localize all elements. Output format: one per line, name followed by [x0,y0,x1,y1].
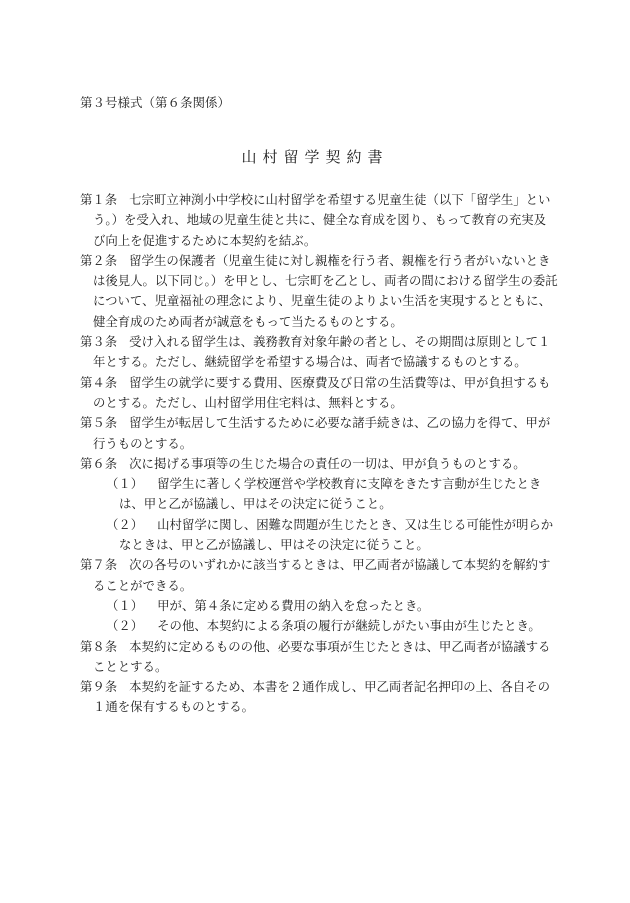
article-9 [80,677,558,718]
articles-list [80,190,558,718]
article-5 [80,413,558,454]
article-7 [80,555,558,596]
item-number: （１） [106,476,144,492]
article-number: 第９条 [80,679,118,695]
article-6 [80,454,558,474]
item-text: 山村留学に関し、困難な問題が生じたとき、又は生じる可能性が明らかなときは、甲と乙が協議し、甲はその決定に従うこと。 [119,516,554,553]
article-text: 受け入れる留学生は、義務教育対象年齢の者とし、その期間は原則として１年とする。ただし、継続留学を希望する場合は、両者で協議するものとする。 [93,334,551,370]
article-number: 第２条 [80,252,118,268]
article-number: 第４条 [80,374,118,390]
item-number: （１） [106,597,144,613]
article-6-item-2 [93,515,558,556]
article-4 [80,373,558,414]
article-number: 第６条 [80,455,118,471]
article-1 [80,190,558,251]
item-text: その他、本契約による条項の履行が継続しがたい事由が生じたとき。 [157,618,541,634]
article-text: 留学生の就学に要する費用、医療費及び日常の生活費等は、甲が負担するものとする。ただし、山村留学用住宅料は、無料とする。 [93,374,551,410]
document-title: 山村留学契約書 [241,148,389,166]
article-text: 次の各号のいずれかに該当するときは、甲乙両者が協議して本契約を解約することができる。 [93,557,551,593]
article-text: 留学生が転居して生活するために必要な諸手続きは、乙の協力を得て、甲が行うものとする。 [93,415,551,451]
article-6-item-1 [93,474,558,515]
article-text: 留学生の保護者（児童生徒に対し親権を行う者、親権を行う者がいないときは後見人。以下同じ。）を甲とし、七宗町を乙とし、両者の間における留学生の委託について、児童福祉の理念により、児童生徒のよりよい生活を実現するとともに、健全育成のため両者が誠意をもって当たるものとする。 [93,252,558,329]
item-number: （２） [106,618,144,634]
article-text: 本契約に定めるものの他、必要な事項が生じたときは、甲乙両者が協議することとする。 [93,638,551,674]
article-7-item-2 [93,616,558,636]
item-number: （２） [106,516,144,532]
article-number: 第７条 [80,557,118,573]
article-3 [80,332,558,373]
article-8 [80,637,558,678]
item-text: 留学生に著しく学校運営や学校教育に支障をきたす言動が生じたときは、甲と乙が協議し、甲はその決定に従うこと。 [119,476,542,512]
article-text: 次に掲げる事項等の生じた場合の責任の一切は、甲が負うものとする。 [129,455,526,471]
article-2 [80,251,558,332]
article-number: 第８条 [80,638,118,654]
article-text: 七宗町立神渕小中学校に山村留学を希望する児童生徒（以下「留学生」という。）を受入れ、地域の児童生徒と共に、健全な育成を図り、もって教育の充実及び向上を促進するために本契約を結ぶ。 [93,192,551,248]
article-number: 第１条 [80,192,118,207]
article-text: 本契約を証するため、本書を２通作成し、甲乙両者記名押印の上、各自その１通を保有するものとする。 [93,679,550,715]
form-label: 第３号様式（第６条関係） [80,95,231,110]
article-number: 第５条 [80,415,118,431]
article-number: 第３条 [80,334,118,350]
article-7-item-1 [93,596,558,616]
item-text: 甲が、第４条に定める費用の納入を怠ったとき。 [157,597,430,613]
